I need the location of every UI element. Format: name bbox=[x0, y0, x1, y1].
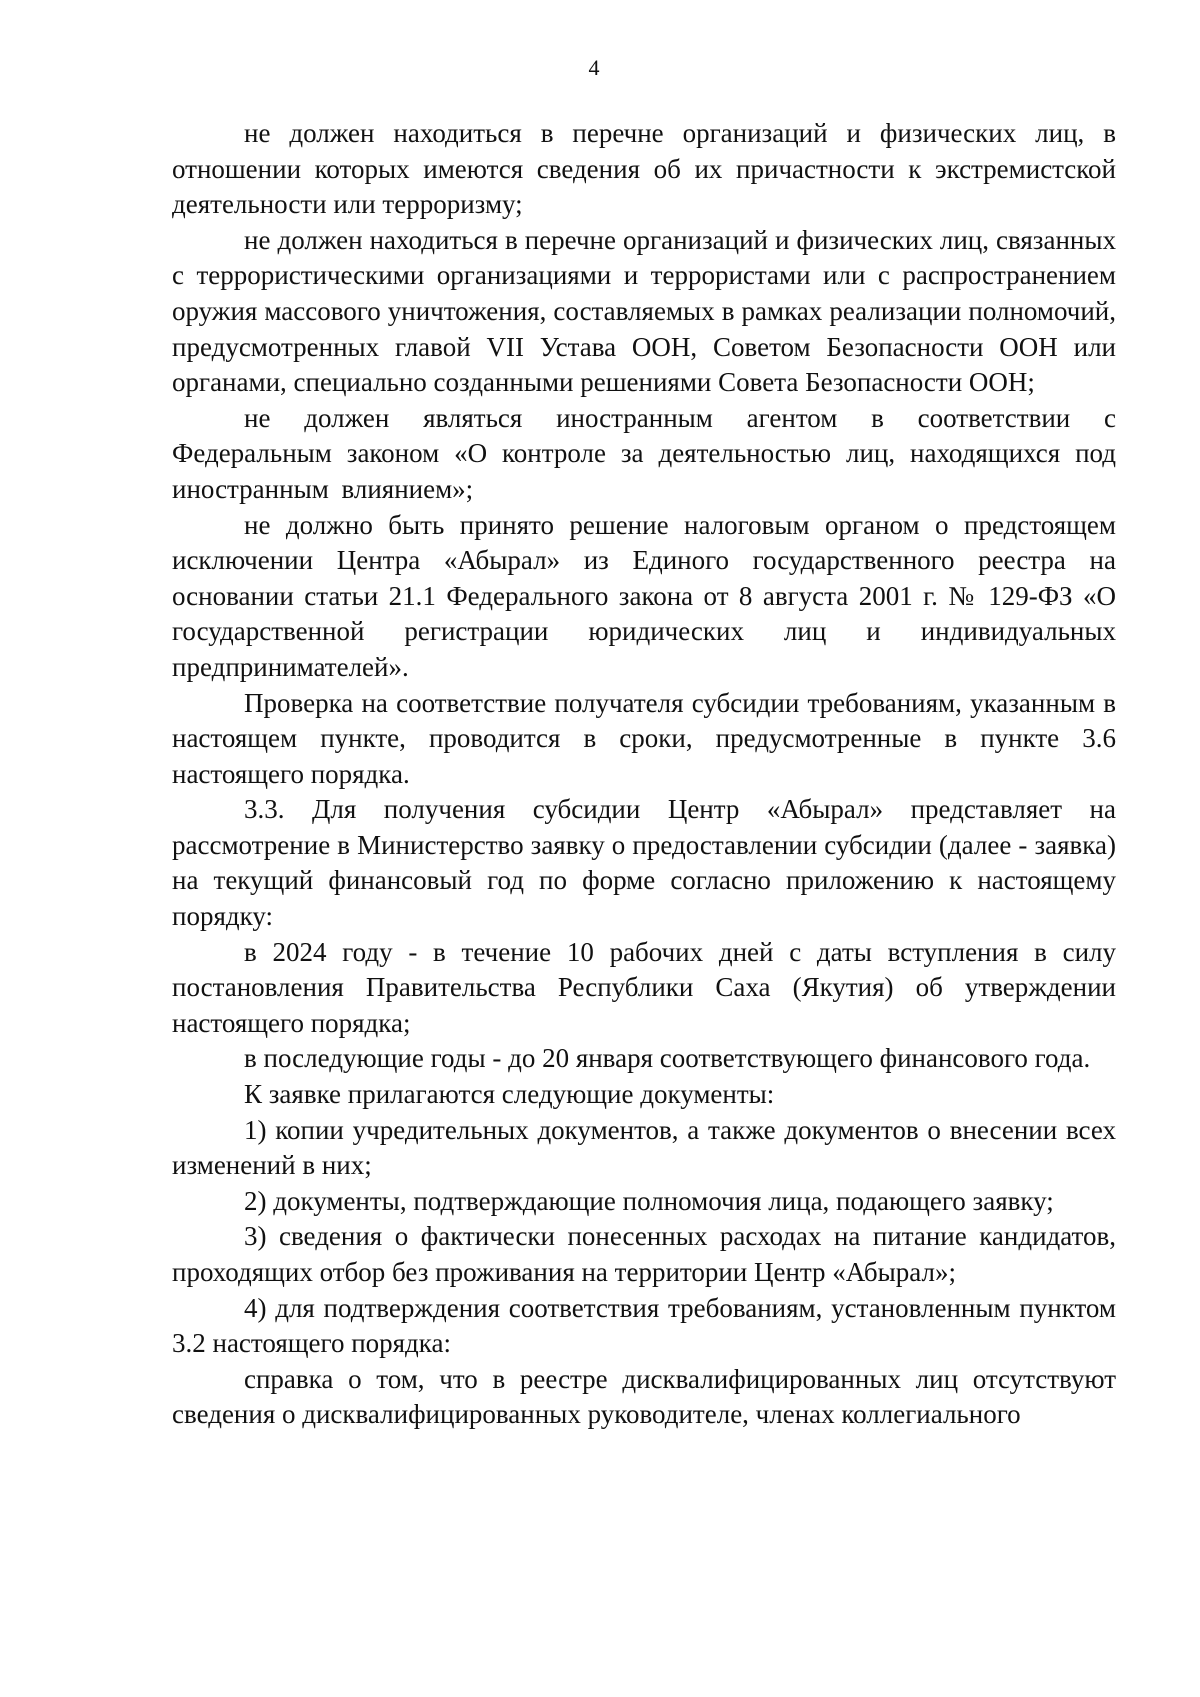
paragraph: 3) сведения о фактически понесенных расходах на питание кандидатов, проходящих отбор без проживания на территории Центр «Абырал»; bbox=[172, 1221, 1116, 1287]
paragraph: не должно быть принято решение налоговым органом о предстоящем исключении Центра «Абырал» из Единого государственного реестра на основании статьи 21.1 Федерального закона от 8 августа 2001 г. № 129-ФЗ «О государственной регистрации юридических лиц и индивидуальных предпринимателей». bbox=[172, 509, 1116, 682]
paragraph: не должен находиться в перечне организаций и физических лиц, связанных с террористическими организациями и террористами или с распространением оружия массового уничтожения, составляемых в рамках реализации полномочий, предусмотренных главой VII Устава ООН, Советом Безопасности ООН или органами, специально созданными решениями Совета Безопасности ООН; bbox=[172, 224, 1116, 398]
paragraph: справка о том, что в реестре дисквалифицированных лиц отсутствуют сведения о дисквалифицированных руководителе, членах коллегиального bbox=[172, 1363, 1116, 1430]
paragraph: Проверка на соответствие получателя субсидии требованиям, указанным в настоящем пункте, проводится в сроки, предусмотренные в пункте 3.6 настоящего порядка. bbox=[172, 687, 1116, 789]
paragraph: не должен находиться в перечне организаций и физических лиц, в отношении которых имеются сведения об их причастности к экстремистской деятельности или терроризму; bbox=[172, 118, 1116, 220]
paragraph: 1) копии учредительных документов, а также документов о внесении всех изменений в них; bbox=[172, 1114, 1116, 1181]
paragraph: не должен являться иностранным агентом в соответствии с Федеральным законом «О контроле за деятельностью лиц, находящихся под иностранным влиянием»; bbox=[172, 402, 1116, 504]
document-body bbox=[172, 116, 1116, 1433]
paragraph: 2) документы, подтверждающие полномочия лица, подающего заявку; bbox=[244, 1185, 1054, 1216]
paragraph: в последующие годы - до 20 января соответствующего финансового года. bbox=[244, 1043, 1091, 1074]
page-number: 4 bbox=[588, 55, 600, 80]
paragraph: 3.3. Для получения субсидии Центр «Абырал» представляет на рассмотрение в Министерство заявку о предоставлении субсидии (далее - заявка) на текущий финансовый год по форме согласно приложению к настоящему порядку: bbox=[172, 794, 1116, 932]
paragraph: в 2024 году - в течение 10 рабочих дней с даты вступления в силу постановления Правительства Республики Саха (Якутия) об утверждении настоящего порядка; bbox=[172, 936, 1116, 1038]
paragraph: К заявке прилагаются следующие документы: bbox=[244, 1079, 775, 1110]
paragraph: 4) для подтверждения соответствия требованиям, установленным пунктом 3.2 настоящего порядка: bbox=[172, 1292, 1116, 1359]
